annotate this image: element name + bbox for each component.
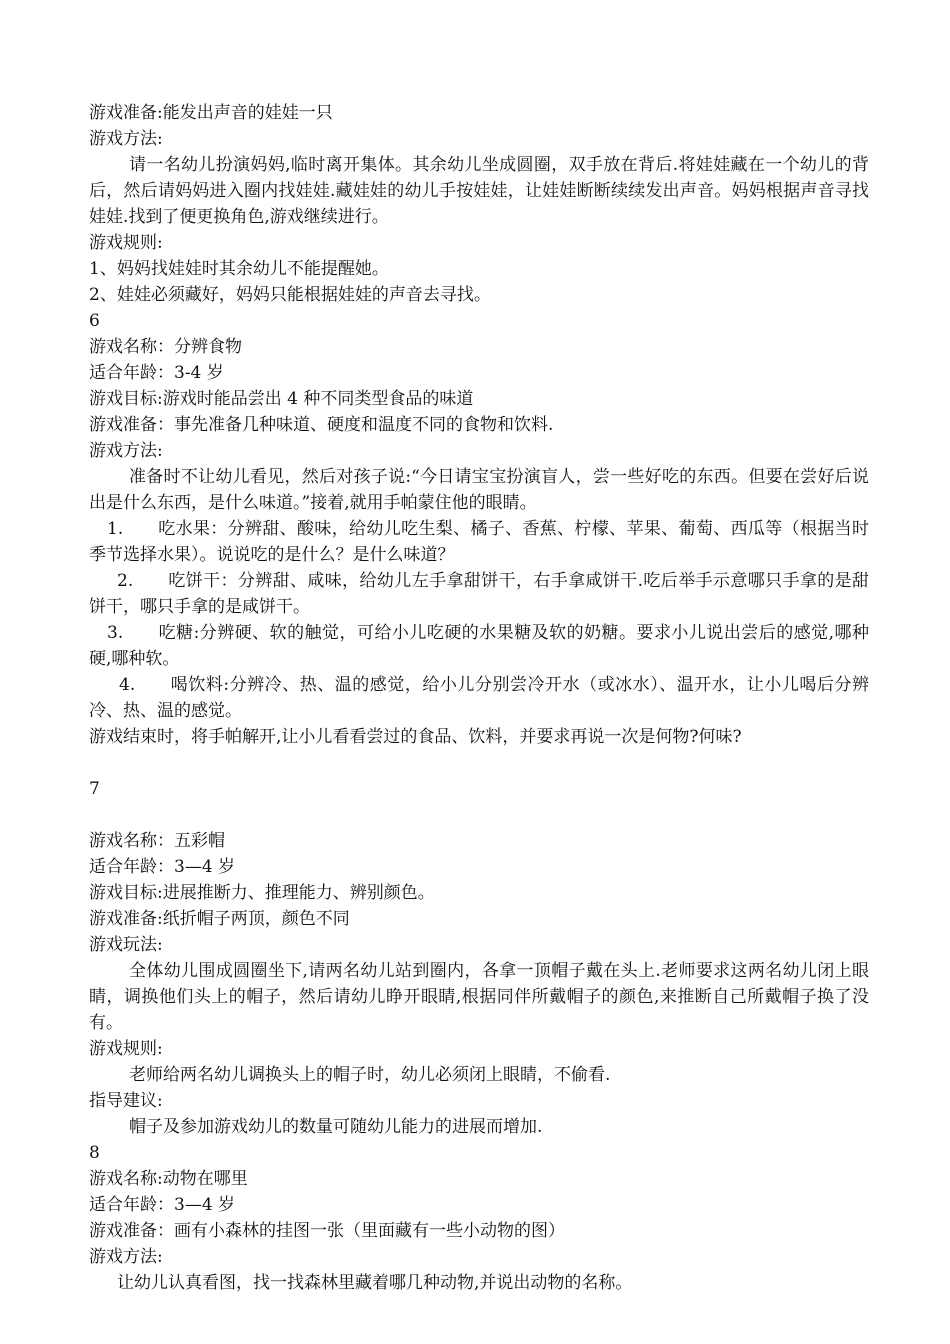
game-rules-label: 游戏规则:: [89, 233, 163, 253]
list-item: 2. 吃饼干：分辨甜、咸味，给幼儿左手拿甜饼干，右手拿咸饼干.吃后举手示意哪只手拿的是甜饼干，哪只手拿的是咸饼干。: [89, 571, 869, 617]
game-method-label: 游戏方法:: [89, 129, 163, 149]
game-rule-2: 2、娃娃必须藏好，妈妈只能根据娃娃的声音去寻找。: [89, 285, 491, 305]
game-goal: 游戏目标:进展推断力、推理能力、辨别颜色。: [89, 883, 435, 903]
document-page: [89, 100, 869, 1296]
game-rules-paragraph: 老师给两名幼儿调换头上的帽子时，幼儿必须闭上眼睛，不偷看.: [129, 1065, 611, 1085]
section-number: 7: [89, 779, 100, 799]
game-method-paragraph: 请一名幼儿扮演妈妈,临时离开集体。其余幼儿坐成圆圈，双手放在背后.将娃娃藏在一个幼儿的背后，然后请妈妈进入圈内找娃娃.藏娃娃的幼儿手按娃娃，让娃娃断断续续发出声音。妈妈根据声音寻找娃娃.找到了便更换角色,游戏继续进行。: [89, 155, 869, 227]
guidance-paragraph: 帽子及参加游戏幼儿的数量可随幼儿能力的进展而增加.: [129, 1117, 543, 1137]
game-name: 游戏名称：分辨食物: [89, 337, 242, 357]
game-play-paragraph: 全体幼儿围成圆圈坐下,请两名幼儿站到圈内，各拿一顶帽子戴在头上.老师要求这两名幼儿闭上眼睛，调换他们头上的帽子，然后请幼儿睁开眼睛,根据同伴所戴帽子的颜色,来推断自己所戴帽子换了没有。: [89, 961, 869, 1033]
blank-line: [89, 802, 869, 828]
game-rules-label: 游戏规则:: [89, 1039, 163, 1059]
game-method-paragraph: 让幼儿认真看图，找一找森林里藏着哪几种动物,并说出动物的名称。: [117, 1273, 633, 1293]
game-goal: 游戏目标:游戏时能品尝出 4 种不同类型食品的味道: [89, 389, 474, 409]
game-play-label: 游戏玩法:: [89, 935, 163, 955]
game-method-label: 游戏方法:: [89, 441, 163, 461]
game-name: 游戏名称:动物在哪里: [89, 1169, 248, 1189]
game-prep: 游戏准备:纸折帽子两顶，颜色不同: [89, 909, 350, 929]
game-name: 游戏名称：五彩帽: [89, 831, 225, 851]
list-item: 3. 吃糖:分辨硬、软的触觉，可给小儿吃硬的水果糖及软的奶糖。要求小儿说出尝后的感觉,哪种硬,哪种软。: [89, 623, 869, 669]
game-rule-1: 1、妈妈找娃娃时其余幼儿不能提醒她。: [89, 259, 389, 279]
list-item: 1. 吃水果：分辨甜、酸味，给幼儿吃生梨、橘子、香蕉、柠檬、苹果、葡萄、西瓜等（根据当时季节选择水果）。说说吃的是什么？是什么味道？: [89, 519, 869, 565]
game-prep: 游戏准备:能发出声音的娃娃一只: [89, 103, 333, 123]
game-age: 适合年龄：3-4 岁: [89, 363, 224, 383]
game-end-note: 游戏结束时，将手帕解开,让小儿看看尝过的食品、饮料，并要求再说一次是何物?何味?: [89, 727, 742, 747]
section-number: 6: [89, 311, 100, 331]
game-age: 适合年龄：3—4 岁: [89, 857, 236, 877]
game-prep: 游戏准备：事先准备几种味道、硬度和温度不同的食物和饮料.: [89, 415, 554, 435]
guidance-label: 指导建议:: [89, 1091, 163, 1111]
list-item: 4. 喝饮料:分辨冷、热、温的感觉，给小儿分别尝冷开水（或冰水）、温开水，让小儿喝后分辨冷、热、温的感觉。: [89, 675, 869, 721]
game-age: 适合年龄：3—4 岁: [89, 1195, 236, 1215]
game-method-label: 游戏方法:: [89, 1247, 163, 1267]
game-prep: 游戏准备：画有小森林的挂图一张（里面藏有一些小动物的图）: [89, 1221, 565, 1241]
blank-line: [89, 750, 869, 776]
game-method-paragraph: 准备时不让幼儿看见，然后对孩子说:“今日请宝宝扮演盲人，尝一些好吃的东西。但要在尝好后说出是什么东西，是什么味道。”接着,就用手帕蒙住他的眼睛。: [89, 467, 869, 513]
section-number: 8: [89, 1143, 100, 1163]
